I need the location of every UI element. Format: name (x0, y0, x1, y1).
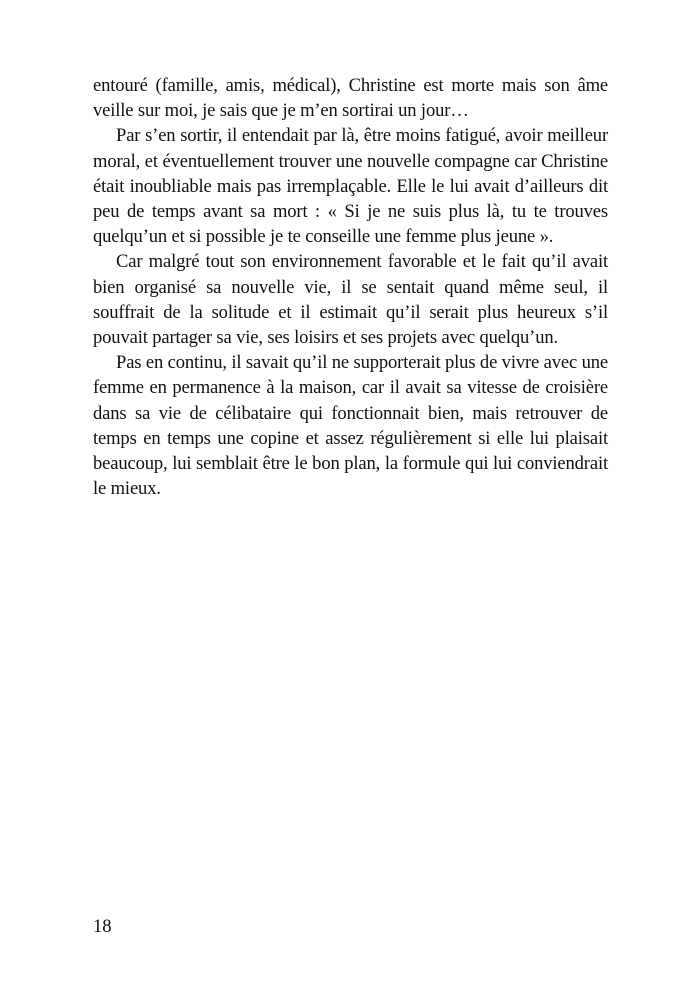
paragraph-3: Car malgré tout son environnement favorable et le fait qu’il avait bien organisé sa nouvelle vie, il se sentait quand même seul, il souffrait de la solitude et il estimait qu’il serait plus heureux s’il pouvait partager sa vie, ses loisirs et ses projets avec quelqu’un. (93, 251, 608, 349)
paragraph-2: Par s’en sortir, il entendait par là, être moins fatigué, avoir meilleur moral, et éventuellement trouver une nouvelle compagne car Christine était inoubliable mais pas irremplaçable. Elle le lui avait d’ailleurs dit peu de temps avant sa mort : « Si je ne suis plus là, tu te trouves quelqu’un et si possible je te conseille une femme plus jeune ». (93, 125, 608, 248)
body-text (93, 73, 608, 501)
paragraph-4: Pas en continu, il savait qu’il ne supporterait plus de vivre avec une femme en permanence à la maison, car il avait sa vitesse de croisière dans sa vie de célibataire qui fonctionnait bien, mais retrouver de temps en temps une copine et assez régulièrement si elle lui plaisait beaucoup, lui semblait être le bon plan, la formule qui lui conviendrait le mieux. (93, 352, 608, 500)
paragraph-1: entouré (famille, amis, médical), Christine est morte mais son âme veille sur moi, je sais que je m’en sortirai un jour… (93, 75, 608, 122)
page-number: 18 (93, 916, 112, 937)
